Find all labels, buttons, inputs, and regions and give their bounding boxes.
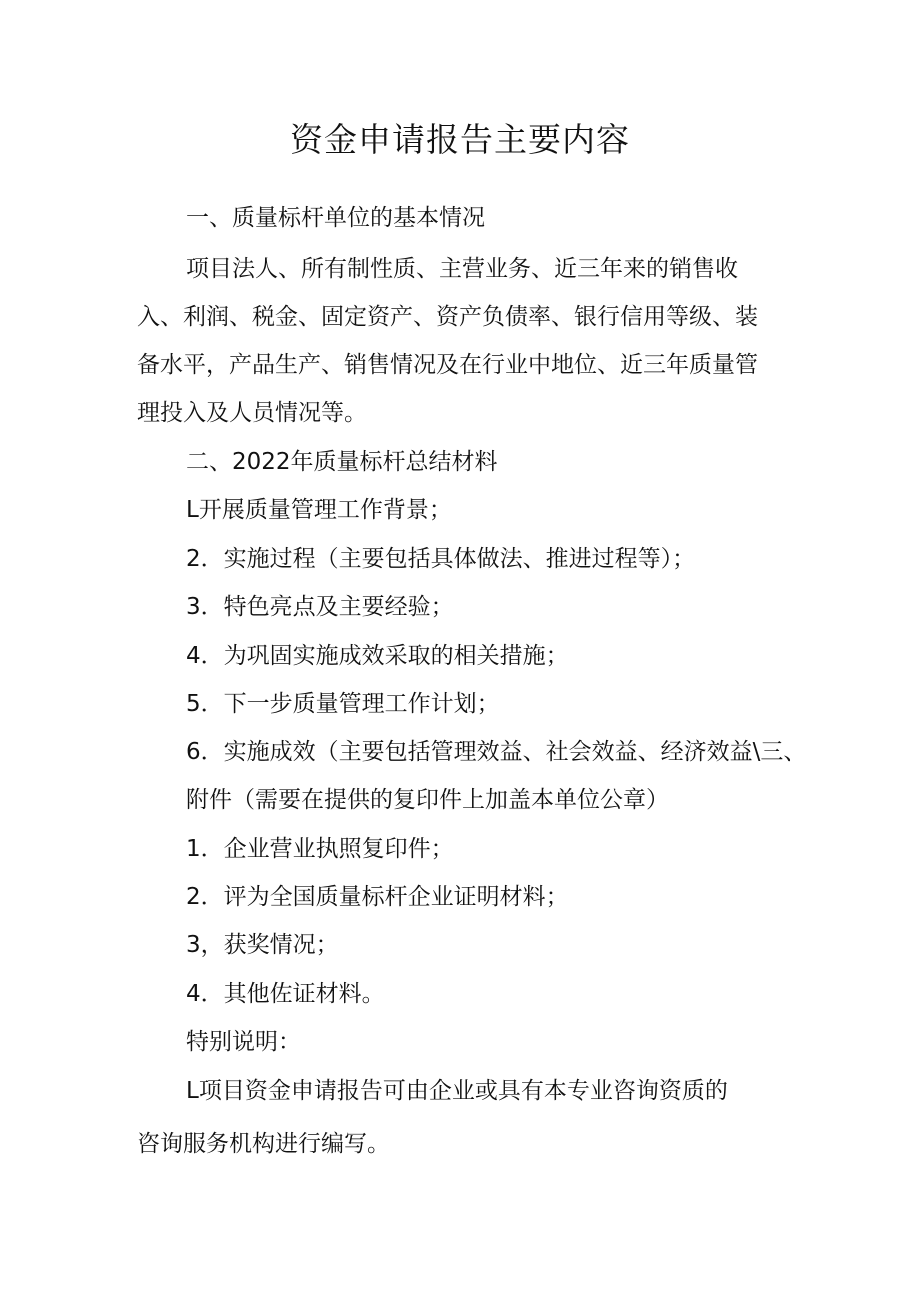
list-item: 4．为巩固实施成效采取的相关措施； [186, 643, 569, 669]
list-item: 2．实施过程（主要包括具体做法、推进过程等）； [186, 546, 696, 572]
paragraph-line: 备水平，产品生产、销售情况及在行业中地位、近三年质量管 [137, 352, 758, 378]
list-item: L开展质量管理工作背景； [186, 497, 452, 523]
section-heading-notes: 特别说明： [186, 1029, 301, 1055]
list-item: 1．企业营业执照复印件； [186, 836, 454, 862]
paragraph-line: L项目资金申请报告可由企业或具有本专业咨询资质的 [186, 1078, 728, 1104]
paragraph-line: 咨询服务机构进行编写。 [137, 1131, 390, 1157]
list-item: 6．实施成效（主要包括管理效益、社会效益、经济效益\三、 [186, 739, 807, 765]
page-title: 资金申请报告主要内容 [290, 120, 630, 159]
paragraph-line: 项目法人、所有制性质、主营业务、近三年来的销售收 [186, 256, 738, 282]
section-heading-basic-info: 一、质量标杆单位的基本情况 [186, 205, 485, 231]
list-item: 5．下一步质量管理工作计划； [186, 691, 500, 717]
paragraph-line: 理投入及人员情况等。 [137, 400, 367, 426]
section-heading-attachments: 附件（需要在提供的复印件上加盖本单位公章） [186, 787, 669, 813]
section-heading-summary-materials: 二、2022年质量标杆总结材料 [186, 449, 498, 475]
list-item: 3，获奖情况； [186, 932, 339, 958]
paragraph-line: 入、利润、税金、固定资产、资产负债率、银行信用等级、装 [137, 304, 758, 330]
list-item: 2．评为全国质量标杆企业证明材料； [186, 884, 569, 910]
list-item: 4．其他佐证材料。 [186, 981, 385, 1007]
list-item: 3．特色亮点及主要经验； [186, 594, 454, 620]
